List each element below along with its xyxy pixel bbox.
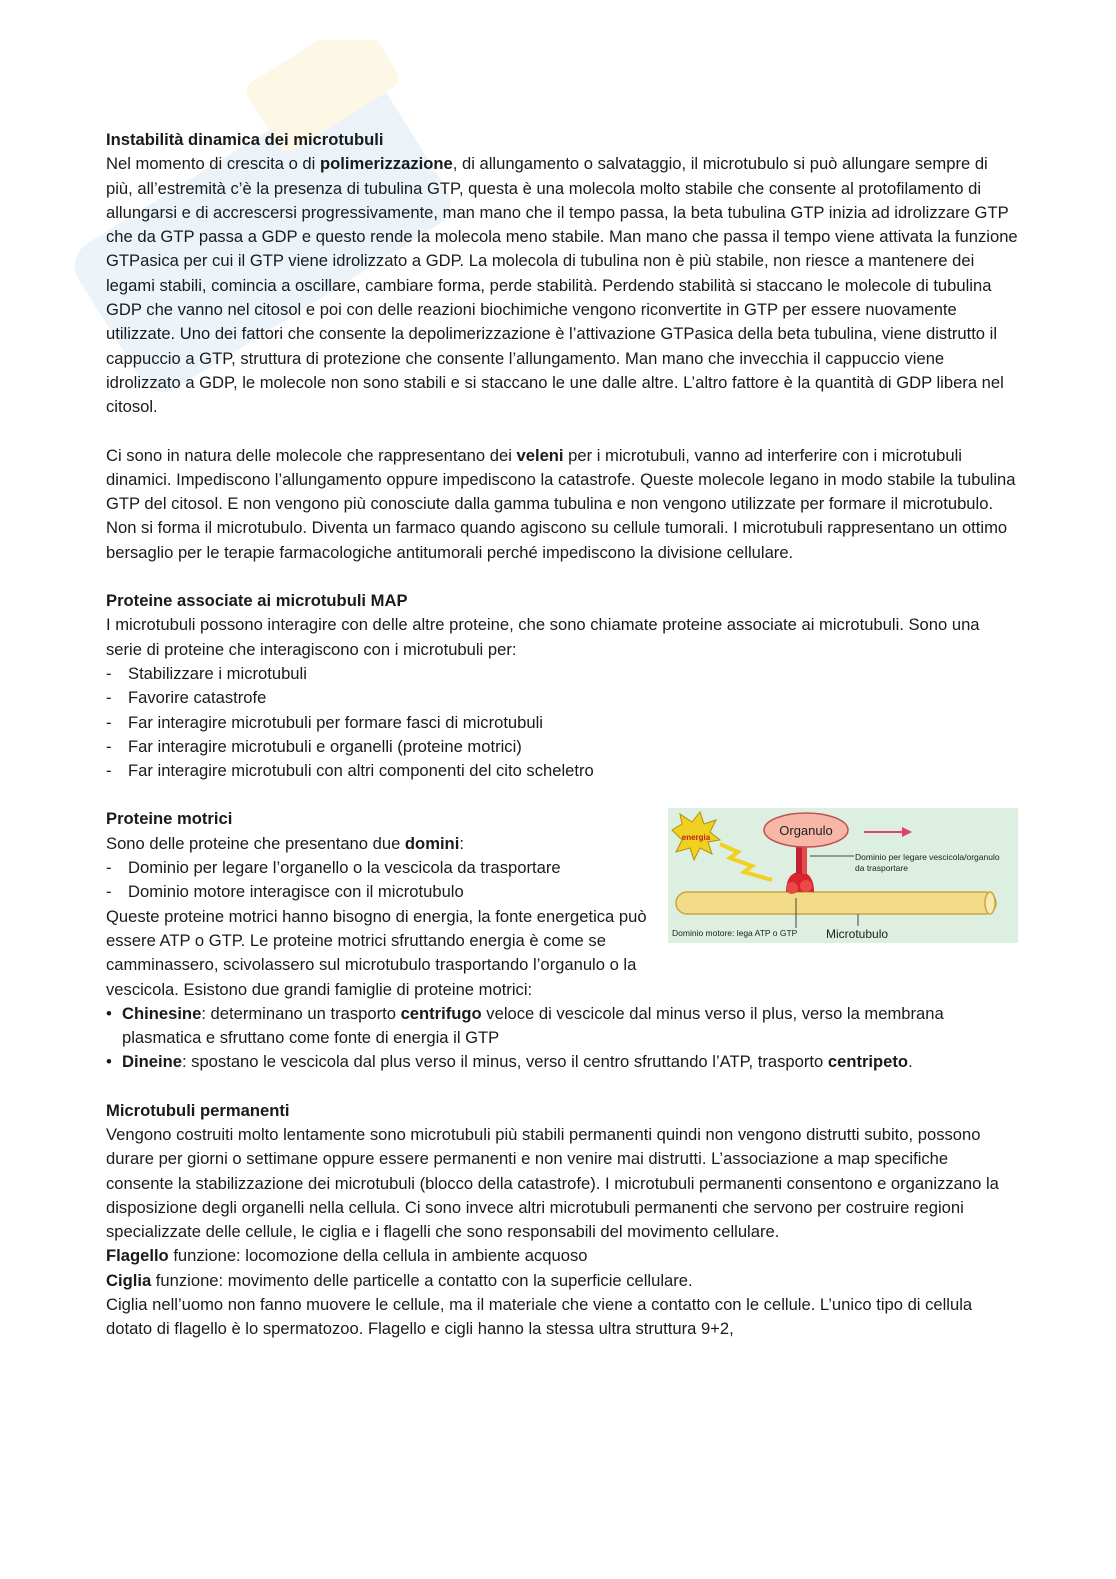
paragraph-permanenti: Vengono costruiti molto lentamente sono microtubuli più stabili permanenti quindi non vengono distrutti subito, possono durare per giorni o settimane oppure essere permanenti e non venire mai distrutti. L’associazione a map specifiche consente la stabilizzazione dei microtubuli (blocco della catastrofe). I microtubuli permanenti consentono e organizzano la disposizione degli organelli nella cellula. Ci sono invece altri microtubuli permanenti che servono per costruire regioni specializzate delle cellule, le ciglia e i flagelli che sono responsabili del movimento cellulare.	[106, 1124, 999, 1242]
label-dominio-legame: Dominio per legare vescicola/organulo	[855, 851, 1000, 862]
text-run: Nel momento di crescita o di	[106, 154, 320, 174]
text-run: per i microtubuli, vanno ad interferire con i microtubuli dinamici. Impediscono l’allungamento oppure impediscono la catastrofe. Queste molecole legano in modo stabile la tubulina GTP del citosol. E non vengono più conosciute dalla gamma tubulina e non vengono utilizzate per formare il microtubulo. Non si forma il microtubulo. Diventa un farmaco quando agiscono su cellule tumorali. I microtubuli rappresentano un ottimo bersaglio per le terapie farmacologiche antitumorali perché impediscono la divisione cellulare.	[106, 445, 1016, 562]
direction-arrow-icon	[902, 827, 912, 837]
text-run: funzione: movimento delle particelle a contatto con la superficie cellulare.	[151, 1270, 693, 1290]
list-item-dineine	[106, 1050, 1018, 1074]
bold-term-dineine: Dineine	[122, 1052, 182, 1072]
section-title-permanenti: Microtubuli permanenti	[106, 1100, 290, 1120]
line-ciglia	[106, 1269, 1018, 1293]
bold-term-veleni: veleni	[516, 445, 564, 465]
bold-term-flagello: Flagello	[106, 1246, 169, 1266]
paragraph-map-intro: I microtubuli possono interagire con delle altre proteine, che sono chiamate proteine associate ai microtubuli. Sono una serie di proteine che interagiscono con i microtubuli per:	[106, 615, 980, 659]
section-title-motrici: Proteine motrici	[106, 809, 233, 829]
line-flagello	[106, 1244, 1018, 1268]
list-item-chinesine	[106, 1002, 1018, 1051]
list-item: - Stabilizzare i microtubuli	[106, 662, 1018, 686]
label-organulo: Organulo	[779, 822, 833, 838]
paragraph-instabilita-1	[106, 152, 1018, 419]
list-item: - Dominio motore interagisce con il microtubulo	[106, 880, 1018, 904]
section-title-instabilita: Instabilità dinamica dei microtubuli	[106, 130, 384, 149]
label-microtubulo: Microtubulo	[826, 926, 889, 941]
text-run: , di allungamento o salvataggio, il microtubulo si può allungare sempre di più, all’estremità c’è la presenza di tubulina GTP, questa è una molecola molto stabile che consente al protofilamento di allungarsi e di accrescersi progressivamente, man mano che il tempo passa, la beta tubulina GTP inizia ad idrolizzare GTP che da GTP passa a GDP e questo rende la molecola meno stabile. Man mano che passa il tempo viene attivata la funzione GTPasica per cui il GTP viene idrolizzato a GDP. La molecola di tubulina non è più stabile, non riesce a mantenere dei legami stabili, comincia a oscillare, cambiare forma, perde stabilità. Perdendo stabilità si staccano le molecole di tubulina GDP che vanno nel citosol e poi con delle reazioni biochimiche vengono riconvertite in GTP per essere nuovamente utilizzate. Uno dei fattori che consente la depolimerizzazione è l’attivazione GTPasica della beta tubulina, viene distrutto il cappuccio a GTP, struttura di protezione che consente l’allungamento. Man mano che invecchia il cappuccio viene idrolizzato a GDP, le molecole non sono stabili e si staccano le une dalle altre. L’altro fattore è la quantità di GDP libera nel citosol.	[106, 154, 1018, 417]
bold-term-ciglia: Ciglia	[106, 1270, 152, 1290]
text-run: Sono delle proteine che presentano due	[106, 833, 405, 853]
motrici-family-list	[106, 1002, 1018, 1075]
bold-term-chinesine: Chinesine	[122, 1003, 202, 1023]
map-list	[106, 662, 1018, 783]
list-item: - Far interagire microtubuli per formare fasci di microtubuli	[106, 711, 1018, 735]
text-run: funzione: locomozione della cellula in ambiente acquoso	[168, 1246, 588, 1266]
label-dominio-motore: Dominio motore: lega ATP o GTP	[672, 927, 798, 938]
paragraph-final: Ciglia nell’uomo non fanno muovere le cellule, ma il materiale che viene a contatto con le cellule. L’unico tipo di cellula dotato di flagello è lo spermatozoo. Flagello e cigli hanno la stessa ultra struttura 9+2,	[106, 1295, 973, 1339]
text-run: :	[459, 833, 464, 853]
label-energia: energia	[681, 832, 711, 842]
text-run: : spostano le vescicola dal plus verso il minus, verso il centro sfruttando l’ATP, trasporto	[181, 1052, 828, 1072]
text-run: : determinano un trasporto	[201, 1003, 401, 1023]
bold-term-polimerizzazione: polimerizzazione	[319, 154, 453, 174]
document-page	[106, 128, 1018, 1342]
text-run: veloce di vescicole dal minus verso il plus, verso la membrana plasmatica e sfruttano come fonte di energia il GTP	[122, 1003, 944, 1048]
paragraph-motrici-energia: Queste proteine motrici hanno bisogno di energia, la fonte energetica può essere ATP o GTP. Le proteine motrici sfruttando energia è come se camminassero, scivolassero sul microtubulo trasportando l’organulo o la vescicola. Esistono due grandi famiglie di proteine motrici:	[106, 906, 647, 999]
list-item: - Far interagire microtubuli con altri componenti del cito scheletro	[106, 759, 1018, 783]
bold-term-domini: domini	[404, 833, 460, 853]
paragraph-instabilita-2	[106, 444, 1018, 565]
bold-term-centripeto: centripeto	[827, 1052, 909, 1072]
text-run: Ci sono in natura delle molecole che rappresentano dei	[106, 445, 517, 465]
label-dominio-legame-2: da trasportare	[855, 862, 908, 873]
list-item: - Favorire catastrofe	[106, 686, 1018, 710]
section-motrici	[106, 807, 1018, 1074]
text-run: .	[908, 1052, 913, 1072]
bold-term-centrifugo: centrifugo	[400, 1003, 482, 1023]
list-item: - Dominio per legare l’organello o la vescicola da trasportare	[106, 856, 1018, 880]
list-item: - Far interagire microtubuli e organelli (proteine motrici)	[106, 735, 1018, 759]
section-title-map: Proteine associate ai microtubuli MAP	[106, 591, 408, 611]
motrici-domain-list	[106, 856, 1018, 905]
